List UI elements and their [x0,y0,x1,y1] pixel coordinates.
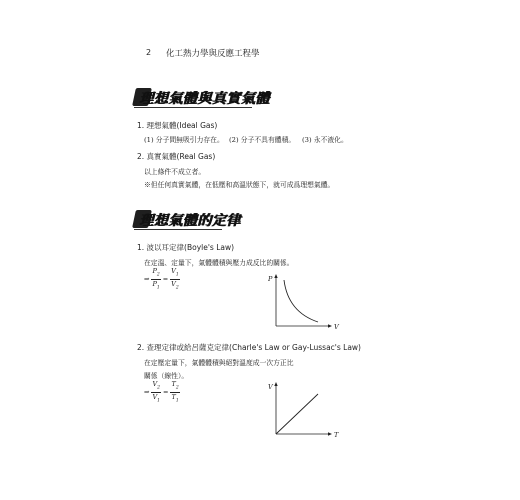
ideal-gas-heading: 1. 理想氣體(Ideal Gas) [137,121,218,130]
section-underline [134,107,252,108]
boyle-law-equation [144,268,180,291]
section-title: 理想氣體與真實氣體 [139,91,270,107]
implies-arrow: ⇒ [144,275,150,284]
ideal-gas-point-2: (2) 分子不具有體積。 [229,136,296,144]
equals-sign: = [162,275,169,284]
chapter-title: 化工熱力學與反應工程學 [166,49,260,59]
graph-y-label: V [268,383,273,391]
charles-law-equation [144,381,180,404]
boyle-law-graph [268,272,344,334]
inverse-curve [284,280,318,322]
equals-sign: = [163,388,169,397]
charles-law-heading: 2. 查理定律或給呂薩克定律(Charle's Law or Gay-Lussac's Law) [137,343,361,352]
pressure-ratio: $\frac{P_2}{P_1}$ [152,267,160,291]
implies-arrow: ⇒ [144,388,150,397]
page-number: 2 [146,48,152,57]
section-title: 理想氣體的定律 [139,213,241,229]
section-heading-ideal-real-gas [134,88,270,112]
ideal-gas-point-3: (3) 永不液化。 [302,136,348,144]
section-underline [134,229,222,230]
boyle-law-heading: 1. 波以耳定律(Boyle's Law) [137,243,235,252]
charles-law-description-1: 在定壓定量下，氣體體積與絕對溫度成一次方正比 [144,359,294,367]
y-axis-arrow-icon [274,274,277,278]
temperature-ratio: $\frac{T_2}{T_1}$ [171,380,179,404]
volume-ratio: $\frac{V_1}{V_2}$ [171,267,179,291]
real-gas-heading: 2. 真實氣體(Real Gas) [137,152,216,161]
real-gas-line-1: 以上條件不成立者。 [144,168,206,176]
x-axis-arrow-icon [328,324,332,327]
real-gas-note: ※但任何真實氣體，在低壓和高溫狀態下，就可成爲理想氣體。 [144,181,335,189]
y-axis-arrow-icon [274,382,277,386]
charles-law-graph [268,380,344,442]
charles-law-description-2: 關係（線性）。 [144,372,189,380]
section-heading-gas-laws [134,210,241,234]
boyle-law-description: 在定溫、定量下，氣體體積與壓力成反比的關係。 [144,259,294,267]
volume-ratio: $\frac{V_2}{V_1}$ [152,380,161,404]
graph-x-label: T [334,431,339,439]
graph-y-label: P [268,275,273,283]
ideal-gas-point-1: (1) 分子間無吸引力存在。 [144,136,224,144]
linear-line [276,394,318,434]
x-axis-arrow-icon [328,432,332,435]
graph-x-label: V [334,323,339,331]
